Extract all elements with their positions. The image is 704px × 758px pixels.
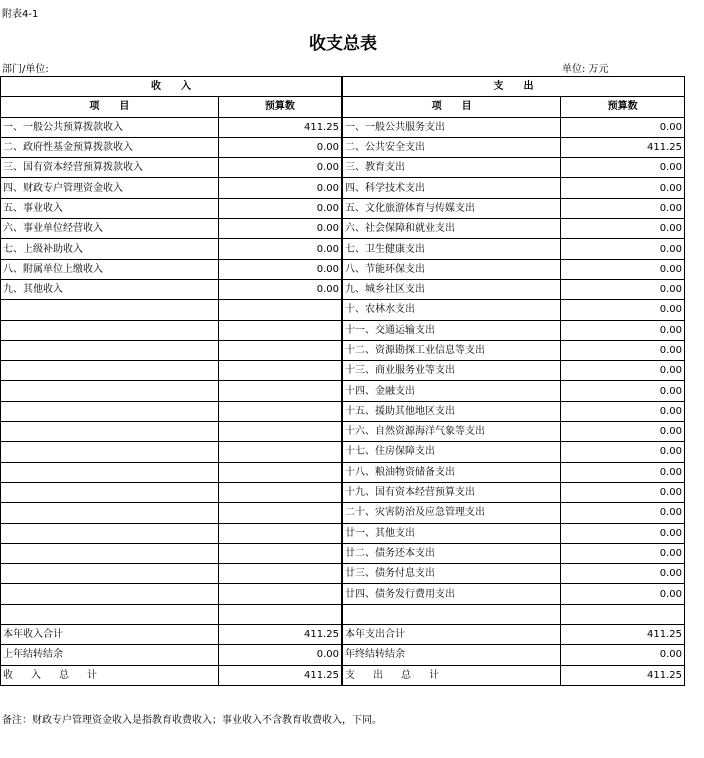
income-value bbox=[218, 340, 342, 360]
income-value bbox=[218, 381, 342, 401]
income-item bbox=[1, 381, 219, 401]
expense-value: 0.00 bbox=[561, 422, 685, 442]
page-title: 收支总表 bbox=[309, 34, 377, 54]
income-item: 一、一般公共预算拨款收入 bbox=[1, 117, 219, 137]
total-income-value: 411.25 bbox=[218, 665, 342, 685]
expense-value: 0.00 bbox=[561, 300, 685, 320]
income-value bbox=[218, 564, 342, 584]
income-value: 0.00 bbox=[218, 158, 342, 178]
unit-label: 单位: 万元 bbox=[562, 64, 609, 75]
income-item bbox=[1, 523, 219, 543]
income-item bbox=[1, 462, 219, 482]
expense-item: 十一、交通运输支出 bbox=[342, 320, 561, 340]
table-row bbox=[1, 259, 685, 279]
income-value bbox=[218, 422, 342, 442]
expense-item: 十三、商业服务业等支出 bbox=[342, 361, 561, 381]
table-header-row bbox=[1, 77, 685, 97]
expense-item: 五、文化旅游体育与传媒支出 bbox=[342, 198, 561, 218]
expense-value: 0.00 bbox=[561, 482, 685, 502]
income-budget-header: 预算数 bbox=[218, 97, 342, 117]
table-row bbox=[1, 543, 685, 563]
expense-item: 廿四、债务发行费用支出 bbox=[342, 584, 561, 604]
table-row bbox=[1, 158, 685, 178]
table-row bbox=[1, 361, 685, 381]
income-value bbox=[218, 300, 342, 320]
expense-value: 0.00 bbox=[561, 219, 685, 239]
income-value: 0.00 bbox=[218, 259, 342, 279]
table-row bbox=[1, 279, 685, 299]
table-row bbox=[1, 503, 685, 523]
total-row bbox=[1, 665, 685, 685]
table-row bbox=[1, 219, 685, 239]
department-label: 部门/单位: bbox=[2, 64, 49, 75]
total-income-label: 本年收入合计 bbox=[1, 625, 219, 645]
income-item bbox=[1, 300, 219, 320]
table-row bbox=[1, 584, 685, 604]
table-row bbox=[1, 300, 685, 320]
table-row bbox=[1, 137, 685, 157]
total-income-value: 0.00 bbox=[218, 645, 342, 665]
income-value bbox=[218, 523, 342, 543]
income-item: 八、附属单位上缴收入 bbox=[1, 259, 219, 279]
total-expense-value: 411.25 bbox=[561, 625, 685, 645]
total-row bbox=[1, 625, 685, 645]
income-item: 五、事业收入 bbox=[1, 198, 219, 218]
income-value: 0.00 bbox=[218, 178, 342, 198]
table-row bbox=[1, 523, 685, 543]
expense-item: 十七、住房保障支出 bbox=[342, 442, 561, 462]
income-value: 0.00 bbox=[218, 279, 342, 299]
total-expense-label: 支出总计 bbox=[342, 665, 561, 685]
expense-budget-header: 预算数 bbox=[561, 97, 685, 117]
income-item: 三、国有资本经营预算拨款收入 bbox=[1, 158, 219, 178]
income-item bbox=[1, 482, 219, 502]
income-value: 0.00 bbox=[218, 137, 342, 157]
income-value bbox=[218, 604, 342, 624]
attachment-label: 附表4-1 bbox=[2, 9, 39, 20]
income-value: 0.00 bbox=[218, 239, 342, 259]
expense-value: 0.00 bbox=[561, 239, 685, 259]
income-item bbox=[1, 604, 219, 624]
expense-value: 0.00 bbox=[561, 442, 685, 462]
table-row bbox=[1, 422, 685, 442]
expense-value: 0.00 bbox=[561, 543, 685, 563]
income-value bbox=[218, 584, 342, 604]
expense-value: 0.00 bbox=[561, 198, 685, 218]
expense-item: 十、农林水支出 bbox=[342, 300, 561, 320]
expense-item: 八、节能环保支出 bbox=[342, 259, 561, 279]
expense-item bbox=[342, 604, 561, 624]
income-item bbox=[1, 564, 219, 584]
table-row bbox=[1, 198, 685, 218]
expense-header: 支 出 bbox=[342, 77, 685, 97]
expense-item: 二十、灾害防治及应急管理支出 bbox=[342, 503, 561, 523]
income-item: 二、政府性基金预算拨款收入 bbox=[1, 137, 219, 157]
expense-item: 十二、资源勘探工业信息等支出 bbox=[342, 340, 561, 360]
expense-item: 六、社会保障和就业支出 bbox=[342, 219, 561, 239]
expense-item: 九、城乡社区支出 bbox=[342, 279, 561, 299]
total-income-value: 411.25 bbox=[218, 625, 342, 645]
income-value: 0.00 bbox=[218, 219, 342, 239]
table-row bbox=[1, 482, 685, 502]
income-header: 收 入 bbox=[1, 77, 342, 97]
income-item bbox=[1, 584, 219, 604]
table-row bbox=[1, 604, 685, 624]
income-value bbox=[218, 320, 342, 340]
income-value bbox=[218, 401, 342, 421]
expense-item: 十四、金融支出 bbox=[342, 381, 561, 401]
expense-item: 十八、粮油物资储备支出 bbox=[342, 462, 561, 482]
expense-value: 0.00 bbox=[561, 523, 685, 543]
total-expense-label: 本年支出合计 bbox=[342, 625, 561, 645]
expense-value: 0.00 bbox=[561, 158, 685, 178]
income-item: 四、财政专户管理资金收入 bbox=[1, 178, 219, 198]
expense-item: 廿三、债务付息支出 bbox=[342, 564, 561, 584]
total-expense-value: 411.25 bbox=[561, 665, 685, 685]
expense-item: 七、卫生健康支出 bbox=[342, 239, 561, 259]
table-row bbox=[1, 401, 685, 421]
expense-item: 一、一般公共服务支出 bbox=[342, 117, 561, 137]
total-row bbox=[1, 645, 685, 665]
expense-item: 三、教育支出 bbox=[342, 158, 561, 178]
expense-value: 0.00 bbox=[561, 503, 685, 523]
expense-item: 廿二、债务还本支出 bbox=[342, 543, 561, 563]
expense-item: 二、公共安全支出 bbox=[342, 137, 561, 157]
income-item: 七、上级补助收入 bbox=[1, 239, 219, 259]
table-row bbox=[1, 462, 685, 482]
expense-item: 十五、援助其他地区支出 bbox=[342, 401, 561, 421]
income-item bbox=[1, 340, 219, 360]
total-income-label: 收入总计 bbox=[1, 665, 219, 685]
income-item: 六、事业单位经营收入 bbox=[1, 219, 219, 239]
expense-value: 0.00 bbox=[561, 320, 685, 340]
income-value bbox=[218, 482, 342, 502]
table-subheader-row bbox=[1, 97, 685, 117]
footnote: 备注：财政专户管理资金收入是指教育收费收入；事业收入不含教育收费收入，下同。 bbox=[2, 715, 382, 726]
expense-value: 0.00 bbox=[561, 178, 685, 198]
income-value bbox=[218, 442, 342, 462]
expense-value: 0.00 bbox=[561, 117, 685, 137]
expense-value: 0.00 bbox=[561, 462, 685, 482]
income-value bbox=[218, 462, 342, 482]
income-value bbox=[218, 361, 342, 381]
income-item bbox=[1, 401, 219, 421]
expense-value: 0.00 bbox=[561, 381, 685, 401]
income-item bbox=[1, 361, 219, 381]
income-value: 0.00 bbox=[218, 198, 342, 218]
total-expense-label: 年终结转结余 bbox=[342, 645, 561, 665]
table-row bbox=[1, 564, 685, 584]
income-item-header: 项 目 bbox=[1, 97, 219, 117]
income-item bbox=[1, 543, 219, 563]
table-row bbox=[1, 178, 685, 198]
expense-value: 0.00 bbox=[561, 279, 685, 299]
expense-value: 0.00 bbox=[561, 340, 685, 360]
expense-item: 四、科学技术支出 bbox=[342, 178, 561, 198]
table-row bbox=[1, 117, 685, 137]
expense-value: 0.00 bbox=[561, 401, 685, 421]
table-row bbox=[1, 320, 685, 340]
expense-item: 廿一、其他支出 bbox=[342, 523, 561, 543]
expense-item: 十六、自然资源海洋气象等支出 bbox=[342, 422, 561, 442]
total-expense-value: 0.00 bbox=[561, 645, 685, 665]
total-income-label: 上年结转结余 bbox=[1, 645, 219, 665]
expense-value bbox=[561, 604, 685, 624]
expense-value: 0.00 bbox=[561, 564, 685, 584]
income-item bbox=[1, 320, 219, 340]
income-value bbox=[218, 543, 342, 563]
expense-item: 十九、国有资本经营预算支出 bbox=[342, 482, 561, 502]
expense-value: 0.00 bbox=[561, 361, 685, 381]
expense-value: 411.25 bbox=[561, 137, 685, 157]
income-item bbox=[1, 442, 219, 462]
income-item bbox=[1, 503, 219, 523]
table-row bbox=[1, 442, 685, 462]
budget-summary-table bbox=[0, 76, 685, 686]
expense-value: 0.00 bbox=[561, 259, 685, 279]
table-row bbox=[1, 340, 685, 360]
expense-item-header: 项 目 bbox=[342, 97, 561, 117]
income-value bbox=[218, 503, 342, 523]
income-item: 九、其他收入 bbox=[1, 279, 219, 299]
income-value: 411.25 bbox=[218, 117, 342, 137]
table-row bbox=[1, 239, 685, 259]
income-item bbox=[1, 422, 219, 442]
expense-value: 0.00 bbox=[561, 584, 685, 604]
table-row bbox=[1, 381, 685, 401]
